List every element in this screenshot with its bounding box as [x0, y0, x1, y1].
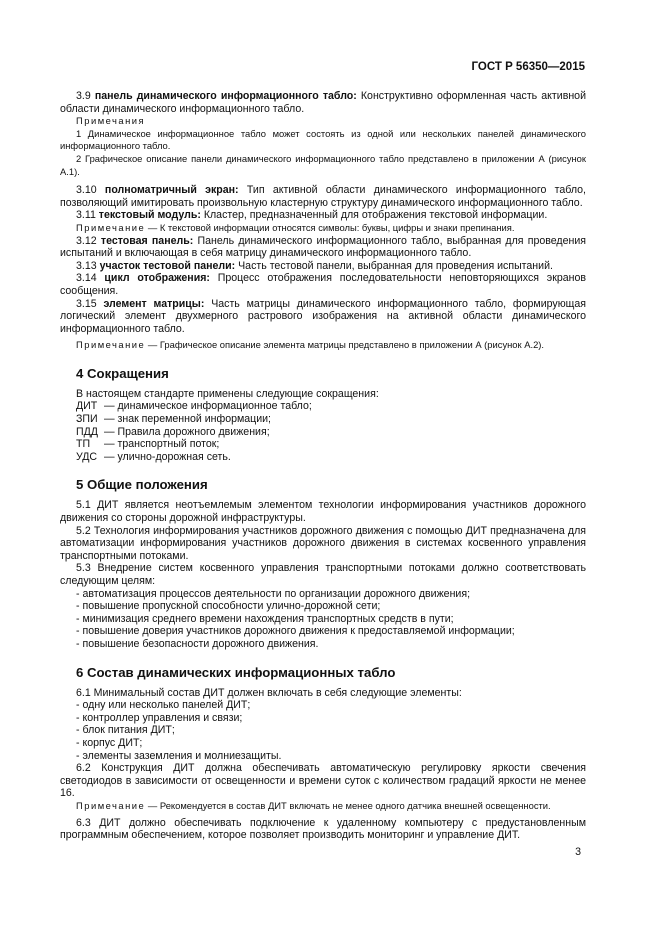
term: цикл отображения: [104, 272, 210, 285]
list-item: - повышение безопасности дорожного движения. [76, 638, 586, 651]
definition-3-11: 3.11 текстовый модуль: Кластер, предназначенный для отображения текстовой информации. [76, 209, 548, 222]
definition-3-12: 3.12 тестовая панель: Панель динамического информационного табло, выбранная для проведения испытаний и включающая в себя матрицу динамического информационного табло. [60, 234, 587, 260]
notes-heading: Примечания [76, 115, 146, 127]
note-3-11: Примечание — К текстовой информации относятся символы: буквы, цифры и знаки препинания. [76, 221, 515, 233]
paragraph-6-3: 6.3 ДИТ должно обеспечивать подключение к удаленному компьютеру с предустановленным программным обеспечением, которое позволяет производить мониторинг и управление ДИТ. [60, 816, 586, 842]
section-4-intro: В настоящем стандарте применены следующие сокращения: [76, 387, 379, 400]
list-item: ДИТ — динамическое информационное табло; [76, 400, 312, 413]
section-5-heading: 5 Общие положения [76, 477, 208, 493]
paragraph-5-1: 5.1 ДИТ является неотъемлемым элементом технологии информирования участников дорожного движения со стороны дорожной инфраструктуры. [60, 499, 586, 525]
list-item: ЗПИ — знак переменной информации; [76, 413, 271, 426]
document-header-id: ГОСТ Р 56350—2015 [471, 61, 585, 73]
list-item: - повышение пропускной способности улично-дорожной сети; [76, 600, 586, 613]
paragraph-6-2: 6.2 Конструкция ДИТ должна обеспечивать автоматическую регулировку яркости свечения светодиодов в зависимости от освещенности и времени суток с количеством градаций яркости не менее 16. [60, 762, 586, 800]
elements-list [60, 699, 586, 762]
list-item: ТП — транспортный поток; [76, 438, 220, 451]
list-item: ПДД — Правила дорожного движения; [76, 425, 270, 438]
definition-3-10: 3.10 полноматричный экран: Тип активной области динамического информационного табло, позволяющий имитировать произвольную кластерную структуру динамического информационного табло. [60, 184, 587, 209]
list-item: - контроллер управления и связи; [76, 712, 586, 725]
page-number: 3 [575, 846, 581, 858]
term: полноматричный экран: [104, 184, 239, 197]
list-item: - одну или несколько панелей ДИТ; [76, 699, 586, 712]
paragraph-6-1: 6.1 Минимальный состав ДИТ должен включать в себя следующие элементы: [76, 686, 462, 699]
list-item: - корпус ДИТ; [76, 737, 586, 750]
section-4-heading: 4 Сокращения [76, 365, 169, 381]
term: текстовый модуль: [98, 209, 201, 222]
goals-list [60, 588, 586, 651]
paragraph-5-3: 5.3 Внедрение систем косвенного управления транспортными потоками должно соответствовать следующим целям: [60, 562, 586, 587]
term: участок тестовой панели: [99, 259, 236, 272]
definition-3-9: 3.9 панель динамического информационного табло: Конструктивно оформленная часть активной области динамического информационного табло. [60, 90, 586, 115]
note-6-2: Примечание — Рекомендуется в состав ДИТ включать не менее одного датчика внешней освещенности. [76, 799, 551, 811]
definition-3-15: 3.15 элемент матрицы: Часть матрицы динамического информационного табло, формирующая логический элемент двухмерного растрового изображения на активной области динамического информационного табло. [60, 297, 586, 335]
definition-3-14: 3.14 цикл отображения: Процесс отображения последовательности неповторяющихся экранов сообщения. [60, 272, 586, 297]
term: элемент матрицы: [103, 297, 205, 310]
term: панель динамического информационного табло: [94, 90, 357, 102]
definition-3-13: 3.13 участок тестовой панели: Часть тестовой панели, выбранная для проведения испытаний. [76, 259, 553, 272]
note-3-9-1: 1 Динамическое информационное табло может состоять из одной или нескольких панелей динамического информационного табло. [60, 127, 586, 152]
note-3-15: Примечание — Графическое описание элемента матрицы представлено в приложении А (рисунок А.2). [76, 339, 545, 351]
page-content [60, 90, 586, 842]
list-item: УДС — улично-дорожная сеть. [76, 450, 231, 463]
term: тестовая панель: [100, 234, 194, 247]
section-6-heading: 6 Состав динамических информационных табло [76, 664, 396, 680]
list-item: - блок питания ДИТ; [76, 724, 586, 737]
paragraph-5-2: 5.2 Технология информирования участников дорожного движения с помощью ДИТ предназначена для автоматизации информирования участников дорожного движения в системах косвенного управления транспортными потоками. [60, 524, 586, 562]
list-item: - повышение доверия участников дорожного движения к предоставляемой информации; [76, 625, 586, 638]
note-3-9-2: 2 Графическое описание панели динамического информационного табло представлено в приложении А (рисунок А.1). [60, 152, 586, 177]
list-item: - элементы заземления и молниезащиты. [76, 750, 586, 763]
list-item: - минимизация среднего времени нахождения транспортных средств в пути; [76, 613, 586, 626]
list-item: - автоматизация процессов деятельности по организации дорожного движения; [76, 588, 586, 601]
abbreviation-list [60, 400, 586, 463]
